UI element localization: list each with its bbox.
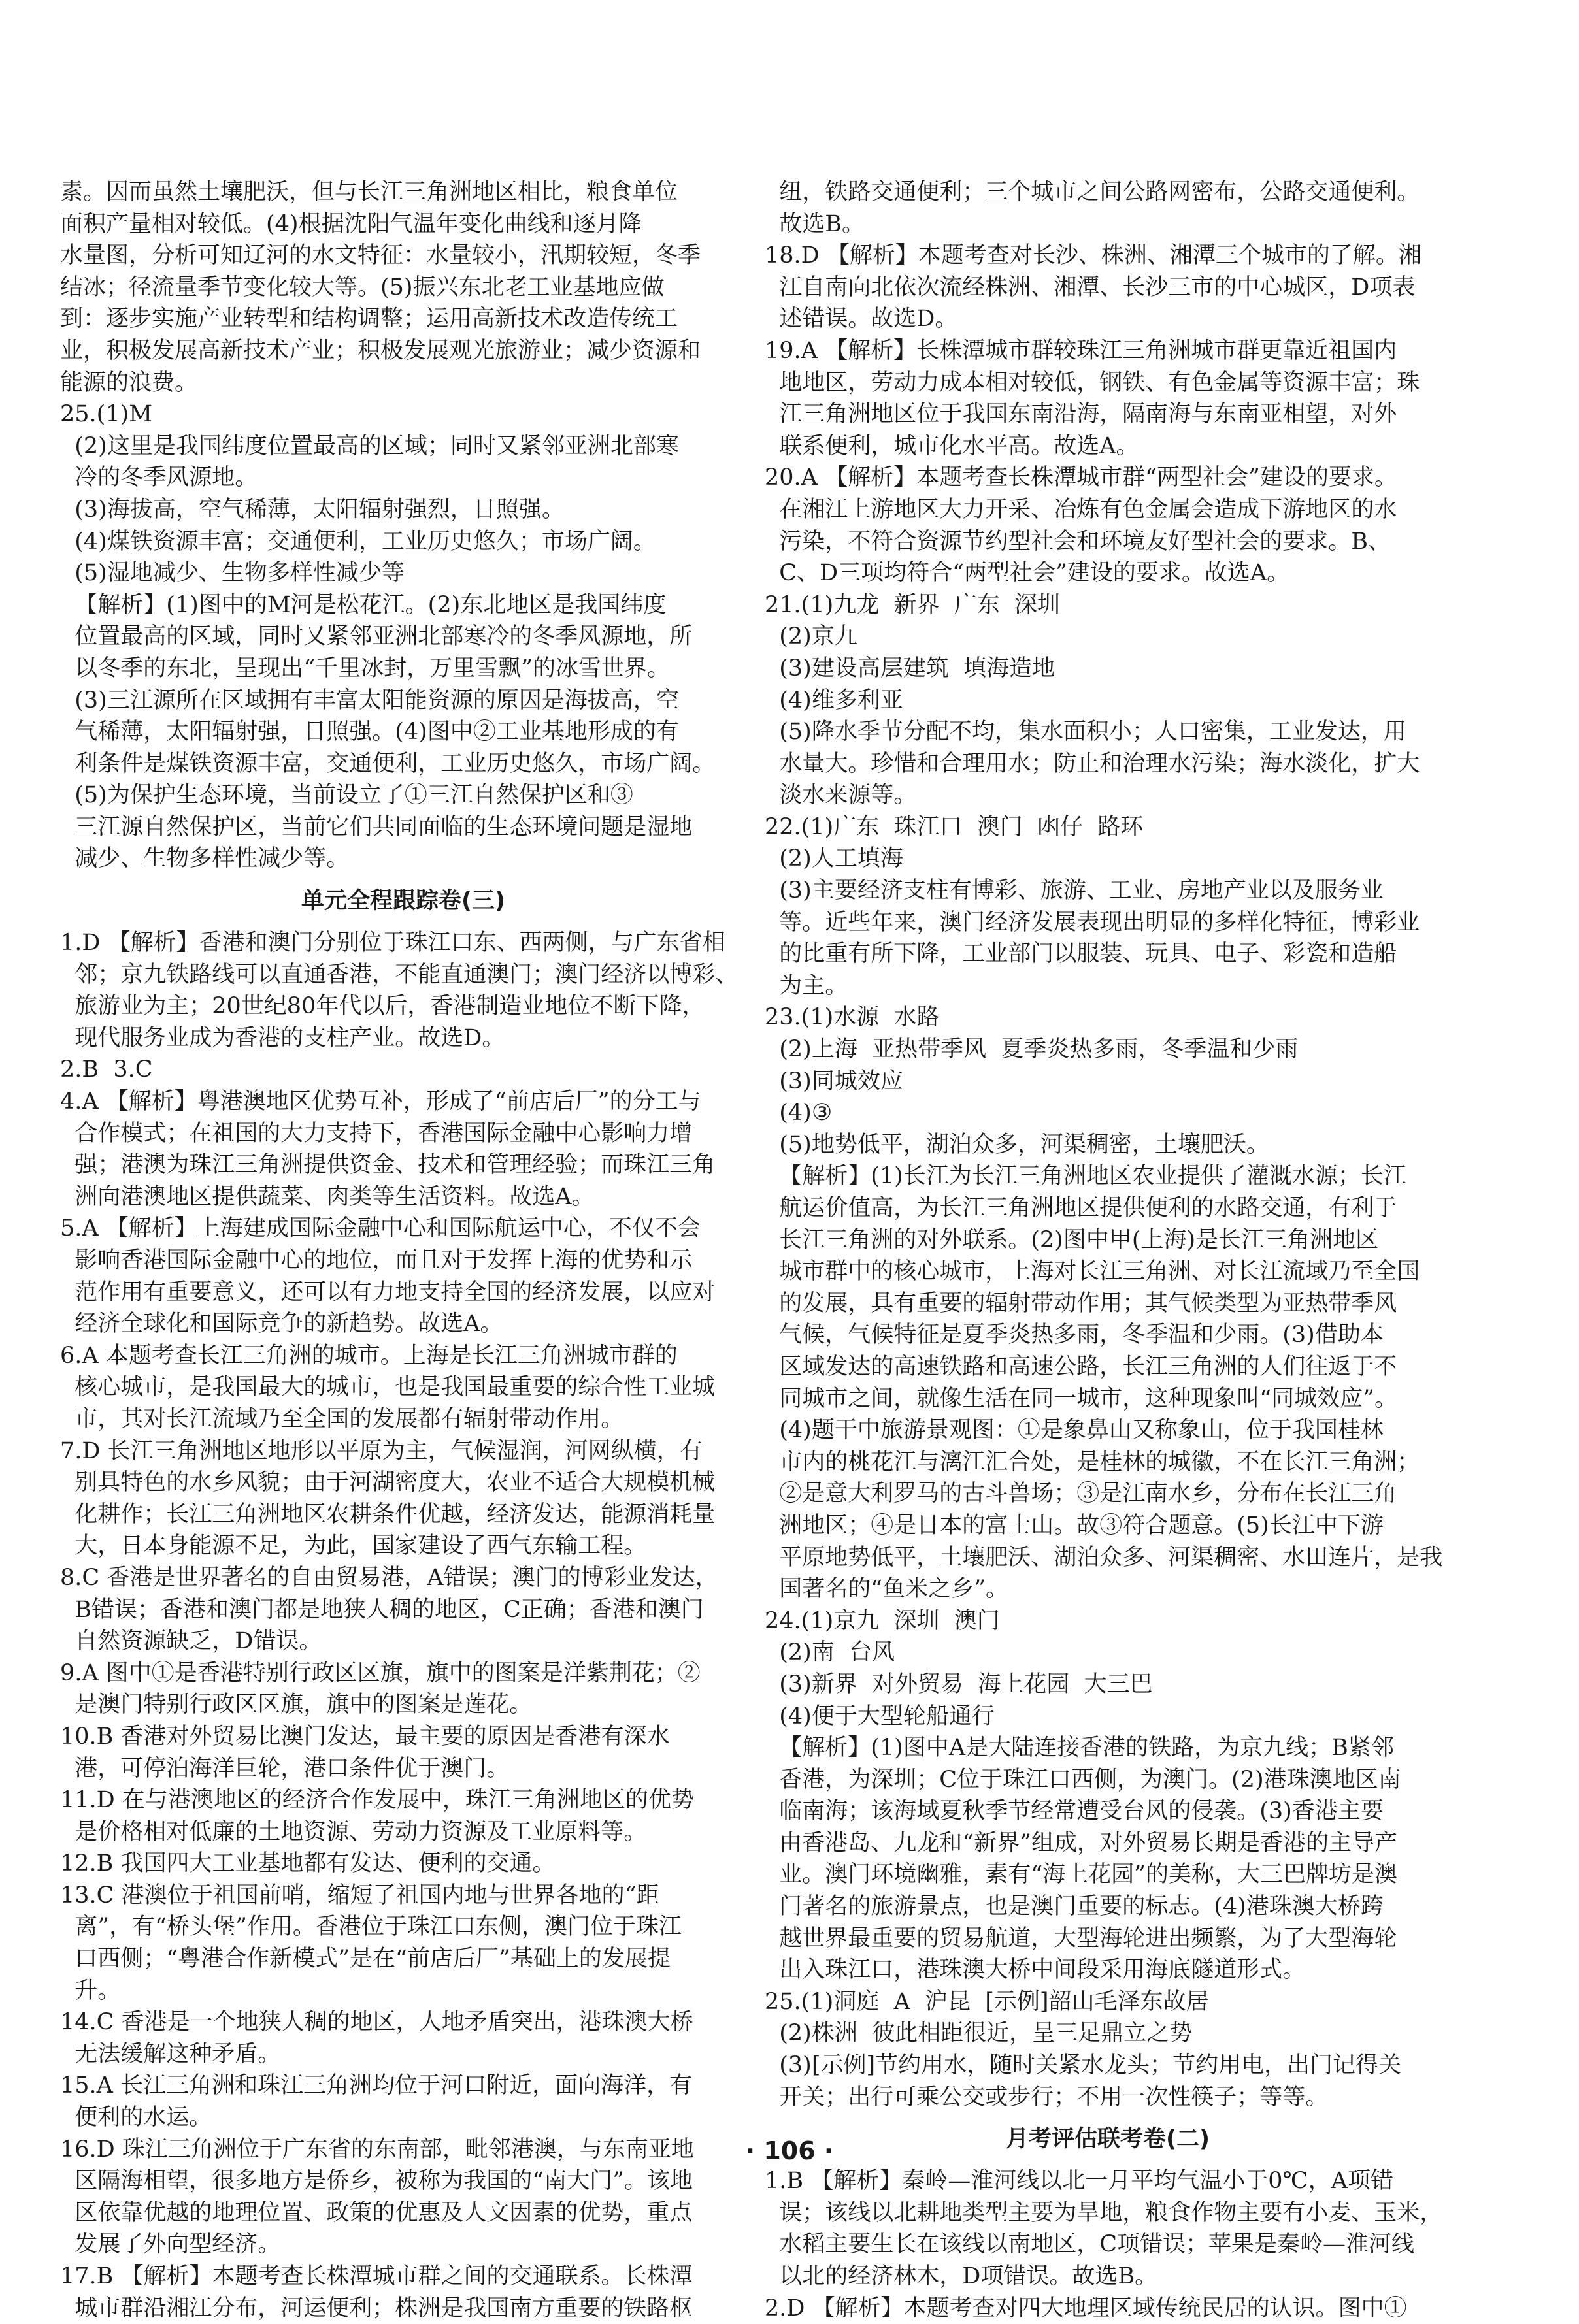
text-line: 25.(1)M — [60, 401, 153, 428]
text-line: (4)题干中旅游景观图：①是象鼻山又称象山，位于我国桂林 — [765, 1417, 1384, 1444]
text-line: 冷的冬季风源地。 — [60, 465, 258, 491]
text-line: 6.A 本题考查长江三角洲的城市。上海是长江三角洲城市群的 — [60, 1342, 678, 1369]
text-line: 10.B 香港对外贸易比澳门发达，最主要的原因是香港有深水 — [60, 1723, 670, 1750]
text-line: 合作模式；在祖国的大力支持下，香港国际金融中心影响力增 — [60, 1120, 693, 1147]
text-line: 误；该线以北耕地类型主要为旱地，粮食作物主要有小麦、玉米， — [765, 2199, 1443, 2226]
text-line: 水量大。珍惜和合理用水；防止和治理水污染；海水淡化，扩大 — [765, 750, 1420, 777]
text-line: 三江源自然保护区，当前它们共同面临的生态环境问题是湿地 — [60, 813, 693, 840]
text-line: (2)这里是我国纬度位置最高的区域；同时又紧邻亚洲北部寒 — [60, 433, 679, 459]
text-line: (3)同城效应 — [765, 1068, 903, 1094]
text-line: 范作用有重要意义，还可以有力地支持全国的经济发展，以应对 — [60, 1279, 716, 1305]
text-line: (3)[示例]节约用水，随时关紧水龙头；节约用电，出门记得关 — [765, 2052, 1402, 2079]
text-line: ②是意大利罗马的古斗兽场；③是江南水乡，分布在长江三角 — [765, 1481, 1397, 1507]
text-line: 江三角洲地区位于我国东南沿海，隔南海与东南亚相望，对外 — [765, 401, 1397, 428]
text-line: (4)③ — [765, 1100, 833, 1126]
text-line: 由香港岛、九龙和“新界”组成，对外贸易长期是香港的主导产 — [765, 1829, 1398, 1856]
section-title: 月考评估联考卷(二) — [1006, 2126, 1210, 2153]
text-line: 气稀薄，太阳辐射强，日照强。(4)图中②工业基地形成的有 — [60, 719, 679, 745]
text-line: 淡水来源等。 — [765, 782, 917, 809]
text-line: 出入珠江口，港珠澳大桥中间段采用海底隧道形式。 — [765, 1957, 1306, 1984]
text-line: 7.D 长江三角洲地区地形以平原为主，气候湿润，河网纵横，有 — [60, 1437, 703, 1464]
text-line: 区域发达的高速铁路和高速公路，长江三角洲的人们往返于不 — [765, 1353, 1397, 1380]
text-line: (5)湿地减少、生物多样性减少等 — [60, 560, 405, 587]
text-line: (2)南 台风 — [765, 1639, 895, 1666]
text-line: 16.D 珠江三角洲位于广东省的东南部，毗邻港澳，与东南亚地 — [60, 2136, 694, 2163]
text-line: 核心城市，是我国最大的城市，也是我国最重要的综合性工业城 — [60, 1374, 716, 1401]
text-line: 影响香港国际金融中心的地位，而且对于发挥上海的优势和示 — [60, 1247, 693, 1273]
text-line: 21.(1)九龙 新界 广东 深圳 — [765, 591, 1060, 618]
text-line: (2)上海 亚热带季风 夏季炎热多雨，冬季温和少雨 — [765, 1036, 1299, 1063]
text-line: 以冬季的东北，呈现出“千里冰封，万里雪飘”的冰雪世界。 — [60, 655, 671, 681]
text-line: 能源的浪费。 — [60, 369, 198, 396]
text-line: 22.(1)广东 珠江口 澳门 凼仔 路环 — [765, 813, 1144, 840]
right-column — [765, 176, 1451, 2324]
text-line: 水量图，分析可知辽河的水文特征：水量较小，汛期较短，冬季 — [60, 242, 701, 269]
text-line: 城市群沿湘江分布，河运便利；株洲是我国南方重要的铁路枢 — [60, 2295, 693, 2321]
text-line: (3)海拔高，空气稀薄，太阳辐射强烈，日照强。 — [60, 496, 565, 523]
text-line: 位置最高的区域，同时又紧邻亚洲北部寒冷的冬季风源地，所 — [60, 623, 693, 650]
text-line: C、D三项均符合“两型社会”建设的要求。故选A。 — [765, 560, 1290, 587]
text-line: 升。 — [60, 1977, 121, 2004]
section-title: 单元全程跟踪卷(三) — [301, 888, 505, 915]
text-line: 25.(1)洞庭 A 沪昆 [示例]韶山毛泽东故居 — [765, 1988, 1209, 2015]
text-line: 9.A 图中①是香港特别行政区区旗，旗中的图案是洋紫荆花；② — [60, 1660, 701, 1686]
text-line: 无法缓解这种矛盾。 — [60, 2040, 281, 2067]
left-column — [60, 176, 746, 2324]
text-line: 化耕作；长江三角洲地区农耕条件优越，经济发达，能源消耗量 — [60, 1501, 716, 1528]
text-line: 江自南向北依次流经株洲、湘潭、长沙三市的中心城区，D项表 — [765, 274, 1416, 301]
text-line: 纽，铁路交通便利；三个城市之间公路网密布，公路交通便利。 — [765, 179, 1420, 205]
text-line: 17.B 【解析】本题考查长株潭城市群之间的交通联系。长株潭 — [60, 2263, 693, 2289]
text-line: 地地区，劳动力成本相对较低，钢铁、有色金属等资源丰富；珠 — [765, 369, 1420, 396]
text-line: 2.B 3.C — [60, 1056, 153, 1083]
text-line: 国著名的“鱼米之乡”。 — [765, 1576, 1009, 1603]
text-line: 市内的桃花江与漓江汇合处，是桂林的城徽，不在长江三角洲； — [765, 1448, 1420, 1475]
text-line: (3)三江源所在区域拥有丰富太阳能资源的原因是海拔高，空 — [60, 687, 679, 713]
text-line: 气候，气候特征是夏季炎热多雨，冬季温和少雨。(3)借助本 — [765, 1322, 1384, 1349]
text-line: 业，积极发展高新技术产业；积极发展观光旅游业；减少资源和 — [60, 337, 701, 364]
text-line: 长江三角洲的对外联系。(2)图中甲(上海)是长江三角洲地区 — [765, 1226, 1379, 1253]
text-line: 污染，不符合资源节约型社会和环境友好型社会的要求。B、 — [765, 528, 1391, 555]
text-line: 为主。 — [765, 972, 848, 999]
text-line: (3)主要经济支柱有博彩、旅游、工业、房地产业以及服务业 — [765, 877, 1384, 904]
text-line: 自然资源缺乏，D错误。 — [60, 1628, 322, 1655]
text-line: 5.A 【解析】上海建成国际金融中心和国际航运中心，不仅不会 — [60, 1215, 701, 1242]
text-line: 故选B。 — [765, 210, 865, 237]
text-line: 洲地区；④是日本的富士山。故③符合题意。(5)长江中下游 — [765, 1512, 1384, 1539]
text-line: 平原地势低平，土壤肥沃、湖泊众多、河渠稠密、水田连片，是我 — [765, 1544, 1443, 1571]
text-line: 邻；京九铁路线可以直通香港，不能直通澳门；澳门经济以博彩、 — [60, 961, 739, 988]
text-line: (2)京九 — [765, 623, 857, 650]
text-line: 区隔海相望，很多地方是侨乡，被称为我国的“南大门”。该地 — [60, 2168, 693, 2195]
text-line: B错误；香港和澳门都是地狭人稠的地区，C正确；香港和澳门 — [60, 1596, 704, 1623]
text-line: 门著名的旅游景点，也是澳门重要的标志。(4)港珠澳大桥跨 — [765, 1893, 1384, 1920]
text-line: 23.(1)水源 水路 — [765, 1004, 940, 1031]
text-line: 述错误。故选D。 — [765, 306, 958, 333]
text-line: (4)维多利亚 — [765, 687, 903, 713]
text-line: 城市群中的核心城市，上海对长江三角洲、对长江流域乃至全国 — [765, 1258, 1420, 1285]
page-number: · 106 · — [745, 2136, 834, 2165]
text-line: 11.D 在与港澳地区的经济合作发展中，珠江三角洲地区的优势 — [60, 1787, 694, 1814]
text-line: (4)便于大型轮船通行 — [765, 1703, 995, 1729]
text-line: 业。澳门环境幽雅，素有“海上花园”的美称，大三巴牌坊是澳 — [765, 1861, 1398, 1888]
text-line: 别具特色的水乡风貌；由于河湖密度大，农业不适合大规模机械 — [60, 1469, 716, 1496]
text-line: 发展了外向型经济。 — [60, 2231, 281, 2258]
text-line: 大，日本身能源不足，为此，国家建设了西气东输工程。 — [60, 1533, 647, 1560]
text-line: 2.D 【解析】本题考查对四大地理区域传统民居的认识。图中① — [765, 2295, 1407, 2321]
text-line: 8.C 香港是世界著名的自由贸易港，A错误；澳门的博彩业发达， — [60, 1564, 718, 1591]
text-line: 的比重有所下降，工业部门以服装、玩具、电子、彩瓷和造船 — [765, 941, 1397, 968]
text-line: 1.D 【解析】香港和澳门分别位于珠江口东、西两侧，与广东省相 — [60, 930, 725, 957]
text-line: 18.D 【解析】本题考查对长沙、株洲、湘潭三个城市的了解。湘 — [765, 242, 1421, 269]
text-line: 航运价值高，为长江三角洲地区提供便利的水路交通，有利于 — [765, 1195, 1397, 1221]
text-line: 等。近些年来，澳门经济发展表现出明显的多样化特征，博彩业 — [765, 909, 1420, 936]
text-line: 【解析】(1)图中的M河是松花江。(2)东北地区是我国纬度 — [60, 591, 667, 618]
text-line: 面积产量相对较低。(4)根据沈阳气温年变化曲线和逐月降 — [60, 210, 642, 237]
text-line: 洲向港澳地区提供蔬菜、肉类等生活资料。故选A。 — [60, 1183, 595, 1210]
text-line: 1.B 【解析】秦岭—淮河线以北一月平均气温小于0℃，A项错 — [765, 2168, 1393, 2195]
text-line: 24.(1)京九 深圳 澳门 — [765, 1607, 1000, 1634]
text-line: (2)株洲 彼此相距很近，呈三足鼎立之势 — [765, 2020, 1193, 2047]
text-line: 结冰；径流量季节变化较大等。(5)振兴东北老工业基地应做 — [60, 274, 665, 301]
text-line: 越世界最重要的贸易航道，大型海轮进出频繁，为了大型海轮 — [765, 1925, 1397, 1952]
text-line: (4)煤铁资源丰富；交通便利，工业历史悠久；市场广阔。 — [60, 528, 656, 555]
text-line: 12.B 我国四大工业基地都有发达、便利的交通。 — [60, 1850, 556, 1877]
text-line: 4.A 【解析】粤港澳地区优势互补，形成了“前店后厂”的分工与 — [60, 1088, 701, 1115]
text-line: (2)人工填海 — [765, 845, 903, 872]
text-line: 现代服务业成为香港的支柱产业。故选D。 — [60, 1024, 505, 1051]
text-line: 便利的水运。 — [60, 2104, 212, 2131]
text-line: 19.A 【解析】长株潭城市群较珠江三角洲城市群更靠近祖国内 — [765, 337, 1397, 364]
text-line: 港，可停泊海洋巨轮，港口条件优于澳门。 — [60, 1755, 510, 1782]
text-line: 利条件是煤铁资源丰富，交通便利，工业历史悠久，市场广阔。 — [60, 750, 716, 777]
text-line: 口西侧；“粤港合作新模式”是在“前店后厂”基础上的发展提 — [60, 1946, 671, 1972]
text-line: 减少、生物多样性减少等。 — [60, 845, 350, 872]
text-line: (3)新界 对外贸易 海上花园 大三巴 — [765, 1671, 1153, 1697]
text-line: 的发展，具有重要的辐射带动作用；其气候类型为亚热带季风 — [765, 1290, 1397, 1317]
text-line: 市，其对长江流域乃至全国的发展都有辐射带动作用。 — [60, 1405, 624, 1432]
text-line: 经济全球化和国际竞争的新趋势。故选A。 — [60, 1311, 503, 1337]
text-line: 14.C 香港是一个地狭人稠的地区，人地矛盾突出，港珠澳大桥 — [60, 2009, 693, 2036]
text-line: 20.A 【解析】本题考查长株潭城市群“两型社会”建设的要求。 — [765, 465, 1397, 491]
text-line: 【解析】(1)长江为长江三角洲地区农业提供了灌溉水源；长江 — [765, 1163, 1406, 1190]
text-line: 以北的经济林木，D项错误。故选B。 — [765, 2263, 1158, 2289]
text-line: 【解析】(1)图中A是大陆连接香港的铁路，为京九线；B紧邻 — [765, 1735, 1394, 1761]
text-line: 临南海；该海域夏秋季节经常遭受台风的侵袭。(3)香港主要 — [765, 1798, 1384, 1825]
text-line: (5)为保护生态环境，当前设立了①三江自然保护区和③ — [60, 782, 633, 809]
text-line: 同城市之间，就像生活在同一城市，这种现象叫“同城效应”。 — [765, 1385, 1398, 1412]
text-line: (5)降水季节分配不均，集水面积小；人口密集，工业发达，用 — [765, 719, 1406, 745]
text-line: 离”，有“桥头堡”作用。香港位于珠江口东侧，澳门位于珠江 — [60, 1914, 682, 1940]
text-line: 旅游业为主；20世纪80年代以后，香港制造业地位不断下降， — [60, 993, 705, 1020]
text-line: 水稻主要生长在该线以南地区，C项错误；苹果是秦岭—淮河线 — [765, 2231, 1415, 2258]
text-line: 强；港澳为珠江三角洲提供资金、技术和管理经验；而珠江三角 — [60, 1152, 716, 1179]
text-line: 是澳门特别行政区区旗，旗中的图案是莲花。 — [60, 1692, 533, 1718]
text-line: 到：逐步实施产业转型和结构调整；运用高新技术改造传统工 — [60, 306, 678, 333]
text-line: 开关；出行可乘公交或步行；不用一次性筷子；等等。 — [765, 2084, 1329, 2110]
text-line: 是价格相对低廉的土地资源、劳动力资源及工业原料等。 — [60, 1818, 647, 1845]
text-line: 在湘江上游地区大力开采、冶炼有色金属会造成下游地区的水 — [765, 496, 1397, 523]
text-line: (5)地势低平，湖泊众多，河渠稠密，土壤肥沃。 — [765, 1131, 1269, 1158]
text-line: 区依靠优越的地理位置、政策的优惠及人文因素的优势，重点 — [60, 2199, 693, 2226]
text-line: 13.C 港澳位于祖国前哨，缩短了祖国内地与世界各地的“距 — [60, 1882, 659, 1908]
text-line: 15.A 长江三角洲和珠江三角洲均位于河口附近，面向海洋，有 — [60, 2072, 693, 2099]
text-line: 联系便利，城市化水平高。故选A。 — [765, 433, 1139, 459]
text-line: 香港，为深圳；C位于珠江口西侧，为澳门。(2)港珠澳地区南 — [765, 1766, 1401, 1793]
text-line: 素。因而虽然土壤肥沃，但与长江三角洲地区相比，粮食单位 — [60, 179, 678, 205]
text-line: (3)建设高层建筑 填海造地 — [765, 655, 1055, 681]
